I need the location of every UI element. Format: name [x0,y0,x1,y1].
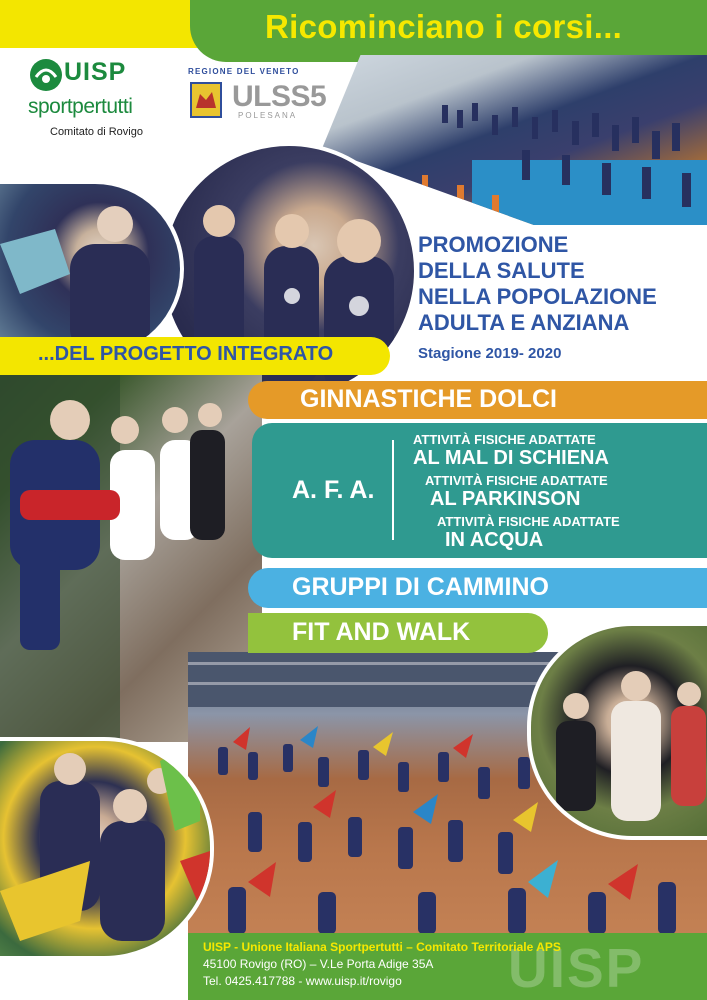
afa-label: A. F. A. [292,476,375,504]
fitwalk-label: FIT AND WALK [292,618,471,646]
footer-address: 45100 Rovigo (RO) – V.Le Porta Adige 35A [203,957,434,971]
afa-item-3-big: IN ACQUA [445,529,544,551]
promo-line-2: DELLA SALUTE [418,258,585,283]
promo-title [418,232,698,336]
promo-line-3: NELLA POPOLAZIONE [418,284,657,309]
uisp-tagline: sportpertutti [28,95,133,118]
afa-item-1-big: AL MAL DI SCHIENA [413,447,609,469]
season-label: Stagione 2019- 2020 [418,345,562,362]
uisp-emblem-icon [28,57,64,93]
photo-women-flags [0,737,214,960]
afa-item-1-small: ATTIVITÀ FISICHE ADATTATE [413,432,596,447]
cammino-label: GRUPPI DI CAMMINO [292,573,549,601]
ginnastiche-label: GINNASTICHE DOLCI [300,385,557,413]
afa-item-3-small: ATTIVITÀ FISICHE ADATTATE [437,514,620,529]
afa-divider [392,440,394,540]
footer-contact: Tel. 0425.417788 - www.uisp.it/rovigo [203,974,402,988]
project-label: ...DEL PROGETTO INTEGRATO [38,343,334,365]
promo-line-1: PROMOZIONE [418,232,569,257]
ulss-sub: POLESANA [238,111,298,120]
footer-org: UISP - Unione Italiana Sportpertutti – Comitato Territoriale APS [203,940,561,954]
footer-watermark: UISP [508,937,645,999]
afa-item-2-big: AL PARKINSON [430,488,581,510]
ulss-label: ULSS5 [232,80,327,113]
afa-item-2-small: ATTIVITÀ FISICHE ADATTATE [425,473,608,488]
photo-walking-group [527,622,707,840]
uisp-committee: Comitato di Rovigo [50,126,143,138]
region-label: REGIONE DEL VENETO [188,67,300,76]
uisp-wordmark: UISP [64,58,127,86]
headline: Ricominciano i corsi... [265,8,623,45]
lion-emblem-icon [190,82,222,118]
photo-woman-towel [0,180,184,358]
promo-line-4: ADULTA E ANZIANA [418,310,630,335]
